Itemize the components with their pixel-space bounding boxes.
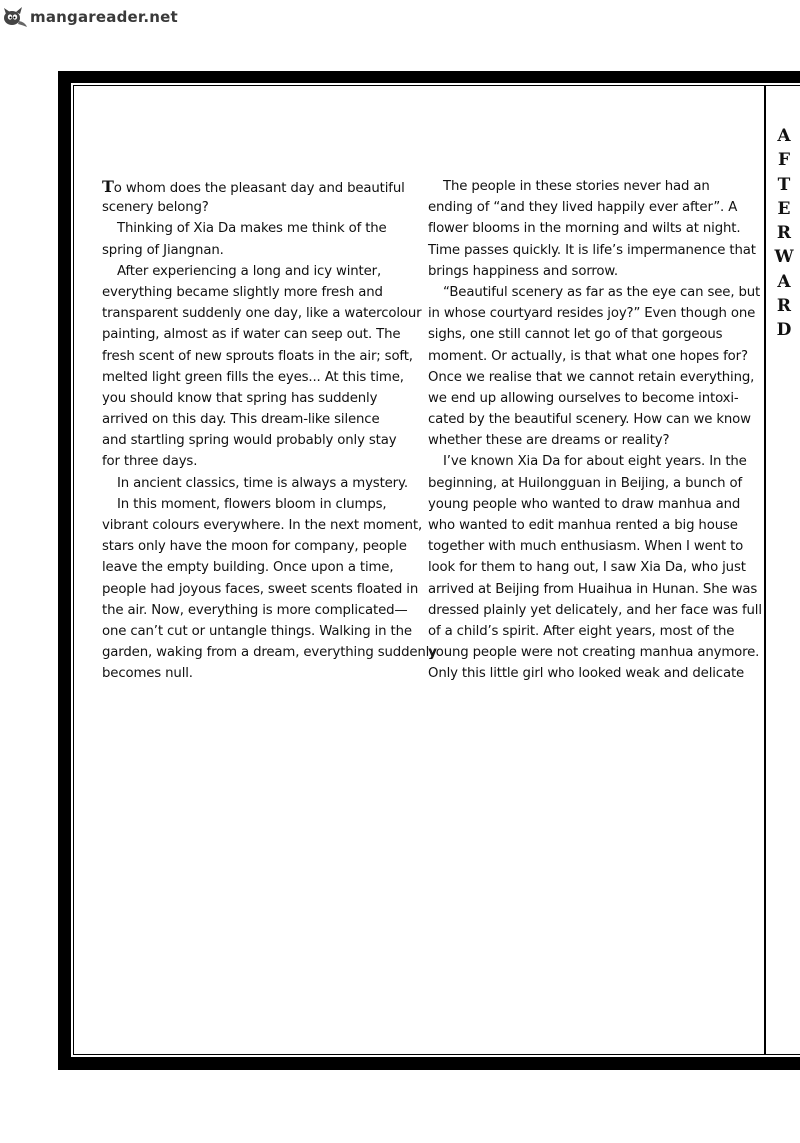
text-line-content: dressed plainly yet delicately, and her face was full [428, 602, 762, 618]
text-line [428, 494, 750, 515]
text-line [428, 600, 762, 621]
text-line-content: In this moment, flowers bloom in clumps, [117, 496, 387, 512]
text-line [102, 197, 422, 218]
text-line-content: Once we realise that we cannot retain everything, [428, 369, 755, 385]
text-line-content: melted light green fills the eyes... At this time, [102, 369, 404, 385]
section-label-letter: D [776, 320, 792, 341]
text-line [428, 515, 750, 536]
text-line-content: Time passes quickly. It is life’s impermanence that [428, 242, 756, 258]
section-label-letter: W [774, 247, 794, 268]
text-line [428, 430, 750, 451]
text-line-content: brings happiness and sorrow. [428, 263, 618, 279]
text-line [428, 536, 750, 557]
text-line [428, 240, 756, 261]
text-line [102, 451, 422, 472]
mascot-logo-icon [2, 6, 28, 28]
text-line-content: young people were not creating manhua anymore. [428, 645, 760, 661]
text-line-content: I’ve known Xia Da for about eight years. In the [443, 454, 747, 470]
text-line-content: everything became slightly more fresh and [102, 284, 383, 300]
text-line-content: fresh scent of new sprouts floats in the air; soft, [102, 348, 413, 364]
text-line [102, 388, 422, 409]
text-line [102, 579, 422, 600]
text-line-content: look for them to hang out, I saw Xia Da, who just [428, 560, 746, 576]
section-label-letter: A [777, 126, 791, 146]
text-line-content: sighs, one still cannot let go of that gorgeous [428, 327, 723, 343]
text-line [102, 473, 422, 494]
text-line-content: beginning, at Huilongguan in Beijing, a bunch of [428, 475, 743, 491]
text-line [102, 557, 422, 578]
text-line-content: arrived on this day. This dream-like silence [102, 412, 380, 428]
section-label-afterward [768, 124, 800, 343]
text-line [428, 663, 750, 684]
text-line [102, 494, 422, 515]
text-line [428, 473, 750, 494]
text-line [428, 388, 750, 409]
text-line-content: garden, waking from a dream, everything suddenly [102, 645, 437, 661]
text-line [428, 642, 760, 663]
text-column-left [102, 176, 437, 685]
text-line [428, 367, 755, 388]
text-line-content: Thinking of Xia Da makes me think of the [117, 221, 387, 237]
text-line [428, 621, 750, 642]
text-line-content: “Beautiful scenery as far as the eye can see, but [443, 284, 761, 300]
text-line-content: o whom does the pleasant day and beautiful [113, 181, 405, 196]
text-line [428, 579, 758, 600]
text-line [428, 303, 756, 324]
text-line-content: leave the empty building. Once upon a time, [102, 560, 394, 576]
text-line [102, 600, 422, 621]
section-label-letter: R [776, 223, 792, 244]
text-line [102, 176, 422, 197]
text-line-content: moment. Or actually, is that what one hopes for? [428, 348, 748, 364]
side-divider [764, 85, 766, 1055]
text-line [102, 218, 422, 239]
text-line-content: After experiencing a long and icy winter, [117, 263, 382, 279]
text-line [102, 430, 422, 451]
text-line-content: people had joyous faces, sweet scents floated in [102, 581, 419, 597]
section-label-letter: A [777, 271, 791, 292]
text-line-content: ending of “and they lived happily ever after”. A [428, 200, 738, 216]
text-line [428, 176, 750, 197]
text-line [102, 409, 422, 430]
text-line-content: painting, almost as if water can seep out. The [102, 327, 401, 343]
text-line [102, 515, 422, 536]
text-line [102, 346, 422, 367]
text-line [102, 303, 422, 324]
text-line-content: scenery belong? [102, 200, 209, 216]
text-line-content: Only this little girl who looked weak and delicate [428, 666, 745, 682]
text-line [428, 261, 750, 282]
text-line [102, 261, 422, 282]
text-line-content: arrived at Beijing from Huaihua in Hunan. She was [428, 581, 758, 597]
text-line [428, 197, 750, 218]
text-line-content: becomes null. [102, 666, 193, 682]
text-line [428, 409, 750, 430]
text-line-content: in whose courtyard resides joy?” Even though one [428, 306, 756, 322]
text-line [102, 367, 422, 388]
text-line [428, 324, 750, 345]
text-line-content: vibrant colours everywhere. In the next moment, [102, 518, 423, 533]
section-label-letter: T [777, 174, 791, 195]
section-label-letter: E [777, 198, 791, 219]
text-line [428, 451, 750, 472]
text-line [102, 536, 422, 557]
text-line-content: transparent suddenly one day, like a watercolour [102, 306, 422, 322]
text-line-content: cated by the beautiful scenery. How can we know [428, 412, 751, 428]
text-line-content: whether these are dreams or reality? [428, 433, 670, 449]
text-line [428, 282, 761, 303]
text-line [102, 324, 422, 345]
text-line [102, 240, 422, 261]
watermark [2, 6, 178, 28]
text-line-content: In ancient classics, time is always a mystery. [117, 475, 408, 491]
text-line [428, 346, 750, 367]
text-line-content: and startling spring would probably only stay [102, 433, 397, 449]
text-column-right [428, 176, 762, 685]
text-line-content: we end up allowing ourselves to become intoxi- [428, 390, 739, 406]
text-line-content: flower blooms in the morning and wilts at night. [428, 221, 741, 237]
text-line-content: young people who wanted to draw manhua and [428, 496, 741, 512]
text-line [102, 621, 422, 642]
text-line-content: together with much enthusiasm. When I went to [428, 539, 744, 555]
text-line-content: stars only have the moon for company, people [102, 539, 407, 555]
text-line [102, 282, 422, 303]
text-line [102, 642, 437, 663]
text-line-content: The people in these stories never had an [443, 179, 710, 194]
text-line-content: spring of Jiangnan. [102, 242, 224, 258]
drop-cap: T [102, 177, 114, 196]
text-line-content: the air. Now, everything is more complicated— [102, 602, 408, 618]
text-line-content: of a child’s spirit. After eight years, most of the [428, 623, 735, 639]
text-line-content: you should know that spring has suddenly [102, 390, 378, 406]
text-line-content: one can’t cut or untangle things. Walking in the [102, 623, 412, 639]
text-line [102, 663, 422, 684]
text-line-content: for three days. [102, 454, 198, 470]
watermark-text: mangareader.net [30, 8, 178, 26]
text-line [428, 218, 750, 239]
section-label-letter: R [776, 296, 792, 317]
text-line-content: who wanted to edit manhua rented a big house [428, 518, 738, 533]
section-label-letter: F [777, 150, 791, 171]
text-line [428, 557, 750, 578]
